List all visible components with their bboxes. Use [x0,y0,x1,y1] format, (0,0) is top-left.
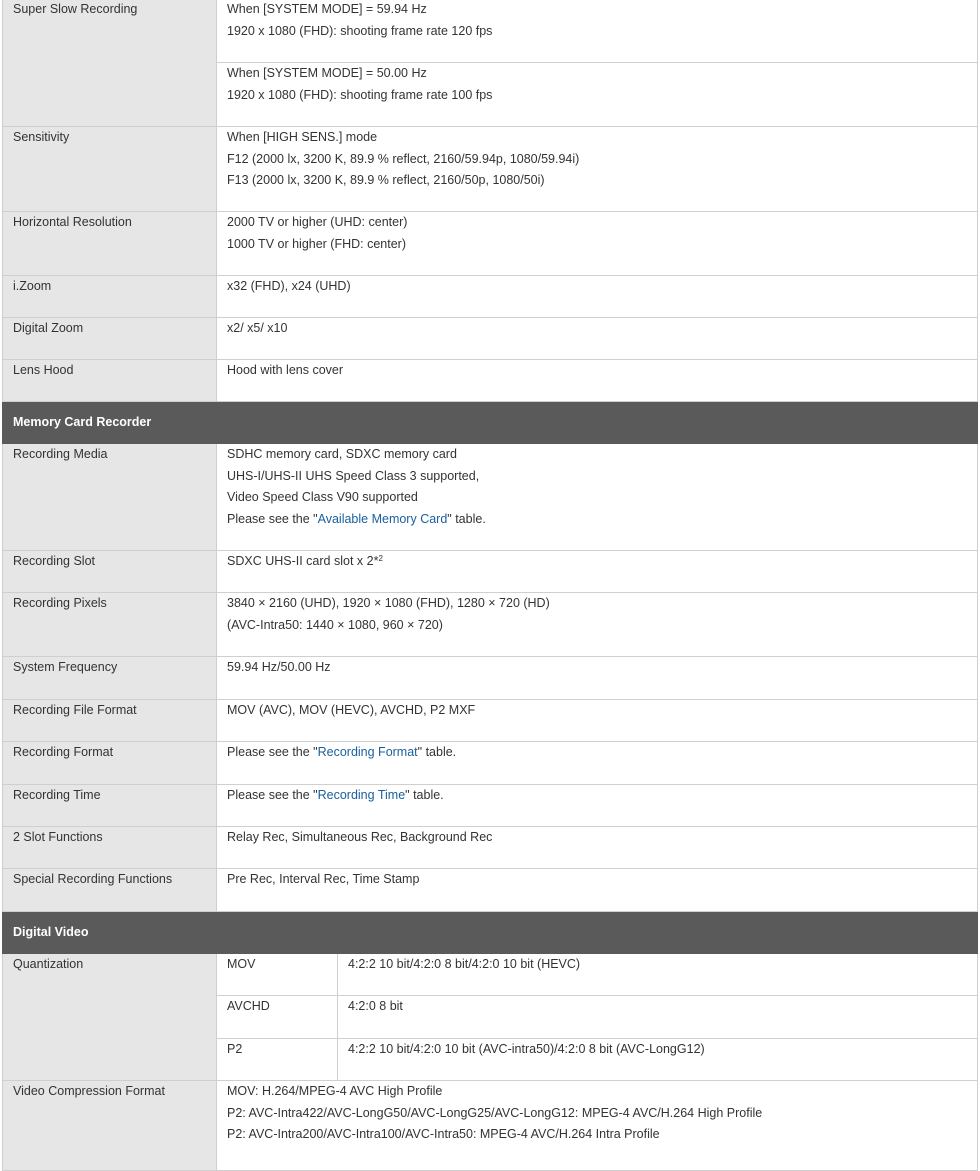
value-line: When [SYSTEM MODE] = 50.00 Hz [227,66,427,80]
value-line: F12 (2000 lx, 3200 K, 89.9 % reflect, 2160/59.94p, 1080/59.94i) [227,151,580,166]
table-row [3,742,978,785]
table-row [3,785,978,827]
see-prefix: Please see the " [227,745,318,759]
table-row [3,593,978,657]
table-row [3,551,978,593]
see-prefix: Please see the " [227,511,318,526]
table-row [3,212,978,276]
row-value: x32 (FHD), x24 (UHD) [217,276,978,318]
available-memory-card-link[interactable]: Available Memory Card [317,511,448,526]
row-value [217,63,978,127]
table-row [3,276,978,318]
row-value [217,1081,978,1171]
row-label: Lens Hood [3,360,217,402]
row-value [217,0,978,63]
row-label: Recording Pixels [3,593,217,657]
table-row [3,657,978,700]
row-label: Super Slow Recording [3,0,217,127]
value-line: 1920 x 1080 (FHD): shooting frame rate 100 fps [227,87,493,102]
row-value: 59.94 Hz/50.00 Hz [217,657,978,700]
see-suffix: " table. [447,511,486,526]
quant-format: AVCHD [217,996,338,1039]
section-title: Digital Video [3,912,978,954]
quant-value: 4:2:0 8 bit [338,996,978,1039]
row-value: MOV (AVC), MOV (HEVC), AVCHD, P2 MXF [217,700,978,742]
spec-table [2,0,978,1171]
table-row [3,1081,978,1171]
value-line: 3840 × 2160 (UHD), 1920 × 1080 (FHD), 1280 × 720 (HD) [227,596,550,610]
value-line: SDHC memory card, SDXC memory card [227,447,457,461]
quant-value: 4:2:2 10 bit/4:2:0 8 bit/4:2:0 10 bit (HEVC) [338,954,978,996]
table-row [3,0,978,63]
see-suffix: " table. [417,745,457,759]
value-line: (AVC-Intra50: 1440 × 1080, 960 × 720) [227,617,443,632]
row-label: Digital Zoom [3,318,217,360]
row-value [217,212,978,276]
table-row [3,360,978,402]
value-line: When [SYSTEM MODE] = 59.94 Hz [227,2,427,16]
slot-value: SDXC UHS-II card slot x 2* [227,554,379,568]
section-header [3,402,978,444]
row-value: x2/ x5/ x10 [217,318,978,360]
value-line: 2000 TV or higher (UHD: center) [227,215,408,229]
see-suffix: " table. [405,788,444,802]
section-header [3,912,978,954]
row-label: Recording Slot [3,551,217,593]
row-value [217,742,978,785]
value-line: 1000 TV or higher (FHD: center) [227,236,407,251]
value-line: UHS-I/UHS-II UHS Speed Class 3 supported, [227,468,480,483]
table-row [3,127,978,212]
row-label: i.Zoom [3,276,217,318]
quant-format: MOV [217,954,338,996]
see-prefix: Please see the " [227,788,318,802]
row-label: Quantization [3,954,217,1081]
value-line: P2: AVC-Intra200/AVC-Intra100/AVC-Intra50: MPEG-4 AVC/H.264 Intra Profile [227,1127,660,1141]
row-value: Pre Rec, Interval Rec, Time Stamp [217,869,978,912]
table-row [3,827,978,869]
table-row [3,318,978,360]
value-line: When [HIGH SENS.] mode [227,130,378,144]
section-title: Memory Card Recorder [3,402,978,444]
value-line: P2: AVC-Intra422/AVC-LongG50/AVC-LongG25/AVC-LongG12: MPEG-4 AVC/H.264 High Profile [227,1105,763,1120]
footnote-marker: 2 [378,554,383,563]
row-value: Hood with lens cover [217,360,978,402]
quant-format: P2 [217,1039,338,1081]
row-label: Recording Media [3,444,217,551]
value-line [227,509,967,531]
value-line: 1920 x 1080 (FHD): shooting frame rate 120 fps [227,23,493,38]
value-line: F13 (2000 lx, 3200 K, 89.9 % reflect, 2160/50p, 1080/50i) [227,173,545,187]
table-row [3,700,978,742]
row-label: Video Compression Format [3,1081,217,1171]
row-label: Recording Format [3,742,217,785]
row-label: System Frequency [3,657,217,700]
row-value [217,785,978,827]
row-label: Sensitivity [3,127,217,212]
row-value [217,551,978,593]
row-value [217,444,978,551]
row-label: Recording Time [3,785,217,827]
row-label: Recording File Format [3,700,217,742]
quant-value: 4:2:2 10 bit/4:2:0 10 bit (AVC-intra50)/4:2:0 8 bit (AVC-LongG12) [338,1039,978,1081]
row-label: Special Recording Functions [3,869,217,912]
table-row [3,869,978,912]
recording-time-link[interactable]: Recording Time [317,788,406,802]
row-label: 2 Slot Functions [3,827,217,869]
recording-format-link[interactable]: Recording Format [317,745,418,759]
value-line: Video Speed Class V90 supported [227,490,418,504]
table-row [3,954,978,996]
table-row [3,444,978,551]
row-value: Relay Rec, Simultaneous Rec, Background Rec [217,827,978,869]
row-value [217,127,978,212]
row-label: Horizontal Resolution [3,212,217,276]
row-value [217,593,978,657]
spec-table-container [2,0,978,1171]
value-line: MOV: H.264/MPEG-4 AVC High Profile [227,1084,443,1098]
